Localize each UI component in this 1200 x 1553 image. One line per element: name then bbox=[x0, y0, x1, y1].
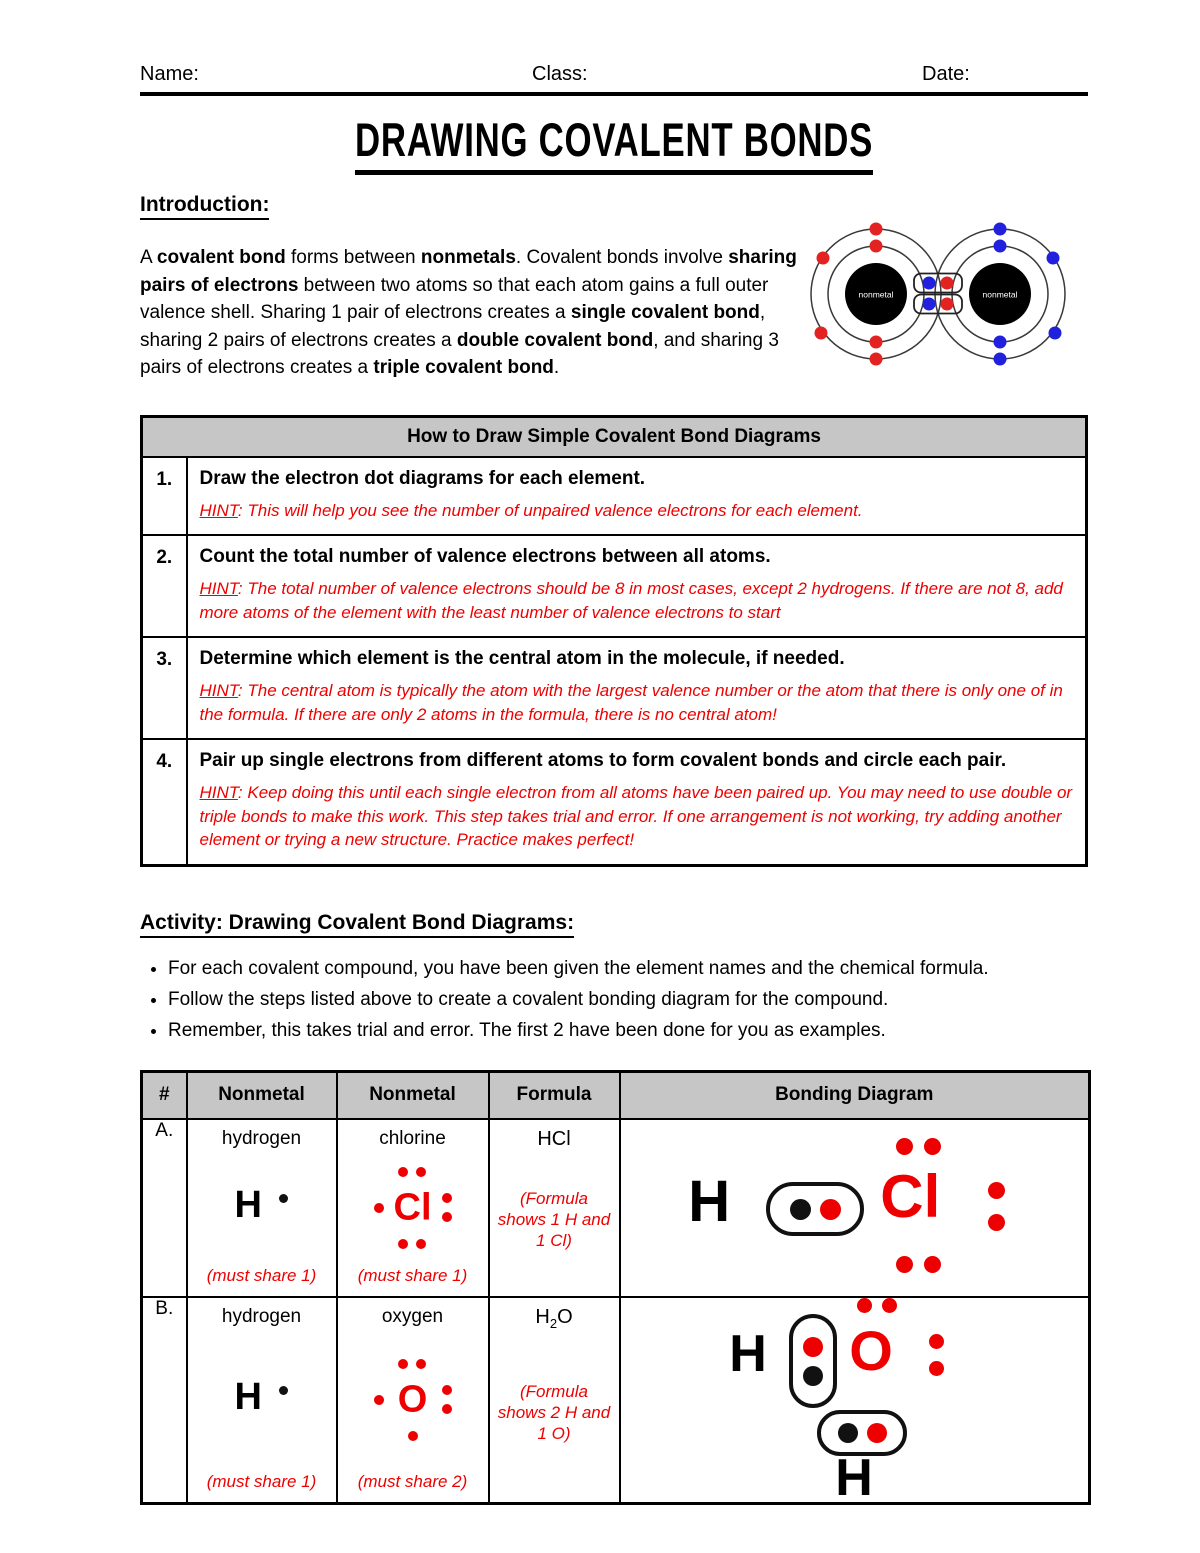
step-row bbox=[142, 637, 1087, 739]
element-name: chlorine bbox=[379, 1128, 446, 1150]
intro-seg-bold: covalent bond bbox=[156, 247, 286, 268]
class-label: Class: bbox=[532, 63, 588, 85]
electron-dot bbox=[416, 1239, 426, 1249]
electron-dot bbox=[416, 1359, 426, 1369]
intro-seg-bold: single covalent bond bbox=[570, 302, 760, 324]
intro-seg-bold: triple covalent bond bbox=[373, 357, 554, 379]
col-header-number: # bbox=[142, 1071, 187, 1119]
electron-dot bbox=[988, 1182, 1005, 1199]
chemical-formula bbox=[535, 1306, 572, 1331]
formula-part: H bbox=[535, 1306, 550, 1329]
electron-dot bbox=[803, 1366, 823, 1386]
electron-dot bbox=[279, 1386, 288, 1395]
electron-dot bbox=[924, 1138, 941, 1155]
step-row bbox=[142, 457, 1087, 535]
col-header-nonmetal1: Nonmetal bbox=[187, 1071, 337, 1119]
step-hint bbox=[200, 679, 1074, 726]
intro-seg-bold: sharing pairs of electrons bbox=[140, 247, 797, 296]
compound-row-A bbox=[142, 1119, 1090, 1297]
col-header-bonding-diagram: Bonding Diagram bbox=[620, 1071, 1090, 1119]
element-symbol: O bbox=[397, 1378, 428, 1420]
diagram-symbol-h1: H bbox=[729, 1325, 767, 1384]
step-hint bbox=[200, 781, 1074, 851]
electron-dot bbox=[820, 1199, 841, 1220]
electron-dot bbox=[398, 1167, 408, 1177]
step-row bbox=[142, 535, 1087, 637]
step-number: 2. bbox=[142, 535, 187, 637]
shared-pair-circle bbox=[789, 1314, 837, 1408]
element-name: hydrogen bbox=[221, 1306, 302, 1328]
hint-text: : The central atom is typically the atom with the largest valence number or the atom that there is only one of in the formula. If there are only 2 atoms in the formula, there is no central atom! bbox=[199, 681, 1063, 724]
electron-dot bbox=[790, 1199, 811, 1220]
step-number: 4. bbox=[142, 739, 187, 865]
step-text: Pair up single electrons from different atoms to form covalent bonds and circle each pair. bbox=[199, 750, 1007, 772]
step-text: Draw the electron dot diagrams for each element. bbox=[199, 468, 646, 489]
intro-seg: , sharing 2 pairs of electrons creates a bbox=[140, 302, 766, 351]
share-note: (must share 1) bbox=[357, 1265, 468, 1285]
element-symbol: Cl bbox=[393, 1186, 432, 1228]
electron-dot bbox=[929, 1361, 944, 1376]
activity-bullet: • Remember, this takes trial and error. The first 2 have been done for you as examples. bbox=[168, 1020, 1088, 1042]
electron-dot bbox=[896, 1256, 913, 1273]
electron-dot bbox=[416, 1167, 426, 1177]
electron-dot bbox=[398, 1239, 408, 1249]
formula-part: O bbox=[557, 1306, 573, 1329]
step-text: Count the total number of valence electrons between all atoms. bbox=[199, 546, 771, 568]
electron-dot bbox=[442, 1193, 452, 1203]
hint-label: HINT bbox=[199, 501, 238, 520]
electron-dot bbox=[803, 1337, 823, 1357]
diagram-symbol-o: O bbox=[849, 1319, 893, 1383]
chemical-formula: HCl bbox=[537, 1128, 571, 1151]
lewis-structure-hydrogen bbox=[231, 1374, 293, 1426]
diagram-symbol-h: H bbox=[688, 1169, 731, 1235]
intro-seg: forms between bbox=[285, 247, 421, 268]
share-note: (must share 2) bbox=[357, 1471, 468, 1491]
hint-label: HINT bbox=[199, 681, 238, 701]
activity-heading: Activity: Drawing Covalent Bond Diagrams: bbox=[140, 911, 574, 938]
electron-dot bbox=[838, 1423, 858, 1443]
page-title: DRAWING COVALENT BONDS bbox=[355, 112, 873, 175]
lewis-structure-oxygen bbox=[370, 1357, 456, 1443]
intro-seg: . Covalent bonds involve bbox=[515, 247, 729, 268]
right-nucleus-label: nonmetal bbox=[982, 289, 1018, 300]
diagram-symbol-h2: H bbox=[835, 1449, 873, 1508]
electron-dot bbox=[374, 1203, 384, 1213]
step-row bbox=[142, 739, 1087, 865]
hint-label: HINT bbox=[199, 579, 238, 599]
diagram-symbol-cl: Cl bbox=[880, 1163, 941, 1231]
steps-table-title: How to Draw Simple Covalent Bond Diagrams bbox=[142, 417, 1087, 458]
hint-text: : This will help you see the number of unpaired valence electrons for each element. bbox=[237, 501, 863, 520]
row-id: B. bbox=[142, 1297, 187, 1504]
step-hint bbox=[200, 499, 1074, 522]
col-header-nonmetal2: Nonmetal bbox=[337, 1071, 489, 1119]
lewis-structure-chlorine bbox=[370, 1165, 456, 1251]
header-fill-in-line bbox=[140, 0, 1088, 96]
formula-note: (Formula shows 2 H and 1 O) bbox=[497, 1381, 611, 1444]
step-hint bbox=[200, 577, 1074, 624]
intro-seg: , and sharing 3 pairs of electrons creates a bbox=[140, 329, 779, 379]
introduction-heading: Introduction: bbox=[140, 193, 269, 220]
electron-dot bbox=[279, 1194, 288, 1203]
how-to-steps-table bbox=[140, 415, 1088, 867]
electron-dot bbox=[867, 1423, 887, 1443]
formula-note: (Formula shows 1 H and 1 Cl) bbox=[497, 1188, 611, 1251]
electron-dot bbox=[442, 1404, 452, 1414]
bohr-model-covalent-bond-image bbox=[808, 201, 1088, 391]
compound-row-B bbox=[142, 1297, 1090, 1504]
lewis-structure-hydrogen bbox=[231, 1182, 293, 1234]
date-label: Date: bbox=[922, 63, 970, 85]
element-name: oxygen bbox=[381, 1306, 444, 1328]
step-number: 3. bbox=[142, 637, 187, 739]
intro-seg-bold: nonmetals bbox=[420, 247, 516, 268]
electron-dot bbox=[442, 1385, 452, 1395]
intro-seg: between two atoms so that each atom gains a full outer valence shell. Sharing 1 pair of electrons creates a bbox=[140, 274, 769, 324]
left-nucleus-label: nonmetal bbox=[858, 289, 894, 300]
activity-bullet: • Follow the steps listed above to create a covalent bonding diagram for the compound. bbox=[168, 989, 1088, 1011]
hint-text: : The total number of valence electrons should be 8 in most cases, except 2 hydrogens. If there are not 8, add more atoms of the element with the least number of valence electrons to start bbox=[199, 579, 1063, 622]
electron-dot bbox=[374, 1395, 384, 1405]
electron-dot bbox=[988, 1214, 1005, 1231]
electron-dot bbox=[929, 1334, 944, 1349]
electron-dot bbox=[896, 1138, 913, 1155]
electron-dot bbox=[857, 1298, 872, 1313]
electron-dot bbox=[408, 1431, 418, 1441]
element-symbol: H bbox=[234, 1375, 262, 1418]
element-name: hydrogen bbox=[221, 1128, 302, 1150]
intro-seg: A bbox=[140, 247, 157, 268]
intro-seg: . bbox=[553, 357, 560, 379]
electron-dot bbox=[924, 1256, 941, 1273]
shared-pair-circle bbox=[766, 1182, 864, 1236]
activity-bullet: • For each covalent compound, you have been given the element names and the chemical formula. bbox=[168, 958, 1088, 980]
name-label: Name: bbox=[140, 63, 199, 85]
electron-dot bbox=[442, 1212, 452, 1222]
step-number: 1. bbox=[142, 457, 187, 535]
electron-dot bbox=[882, 1298, 897, 1313]
bonding-diagram-hcl bbox=[688, 1138, 1020, 1278]
intro-seg-bold: double covalent bond bbox=[456, 329, 654, 351]
introduction-section bbox=[140, 193, 1088, 391]
row-id: A. bbox=[142, 1119, 187, 1297]
compounds-table bbox=[140, 1070, 1091, 1506]
electron-dot bbox=[398, 1359, 408, 1369]
step-text: Determine which element is the central atom in the molecule, if needed. bbox=[199, 648, 845, 670]
activity-instructions bbox=[168, 958, 1088, 1042]
share-note: (must share 1) bbox=[206, 1471, 317, 1491]
col-header-formula: Formula bbox=[489, 1071, 620, 1119]
element-symbol: H bbox=[234, 1183, 262, 1226]
share-note: (must share 1) bbox=[206, 1265, 317, 1285]
hint-text: : Keep doing this until each single electron from all atoms have been paired up. You may need to use double or triple bonds to make this work. This step takes trial and error. If one arrangement is not working, try adding another element or trying a new structure. Practice makes perfect! bbox=[199, 783, 1073, 850]
formula-subscript: 2 bbox=[549, 1316, 558, 1332]
introduction-paragraph bbox=[140, 244, 798, 382]
bonding-diagram-h2o bbox=[729, 1298, 979, 1508]
hint-label: HINT bbox=[199, 783, 238, 803]
compounds-header-row bbox=[142, 1071, 1090, 1119]
